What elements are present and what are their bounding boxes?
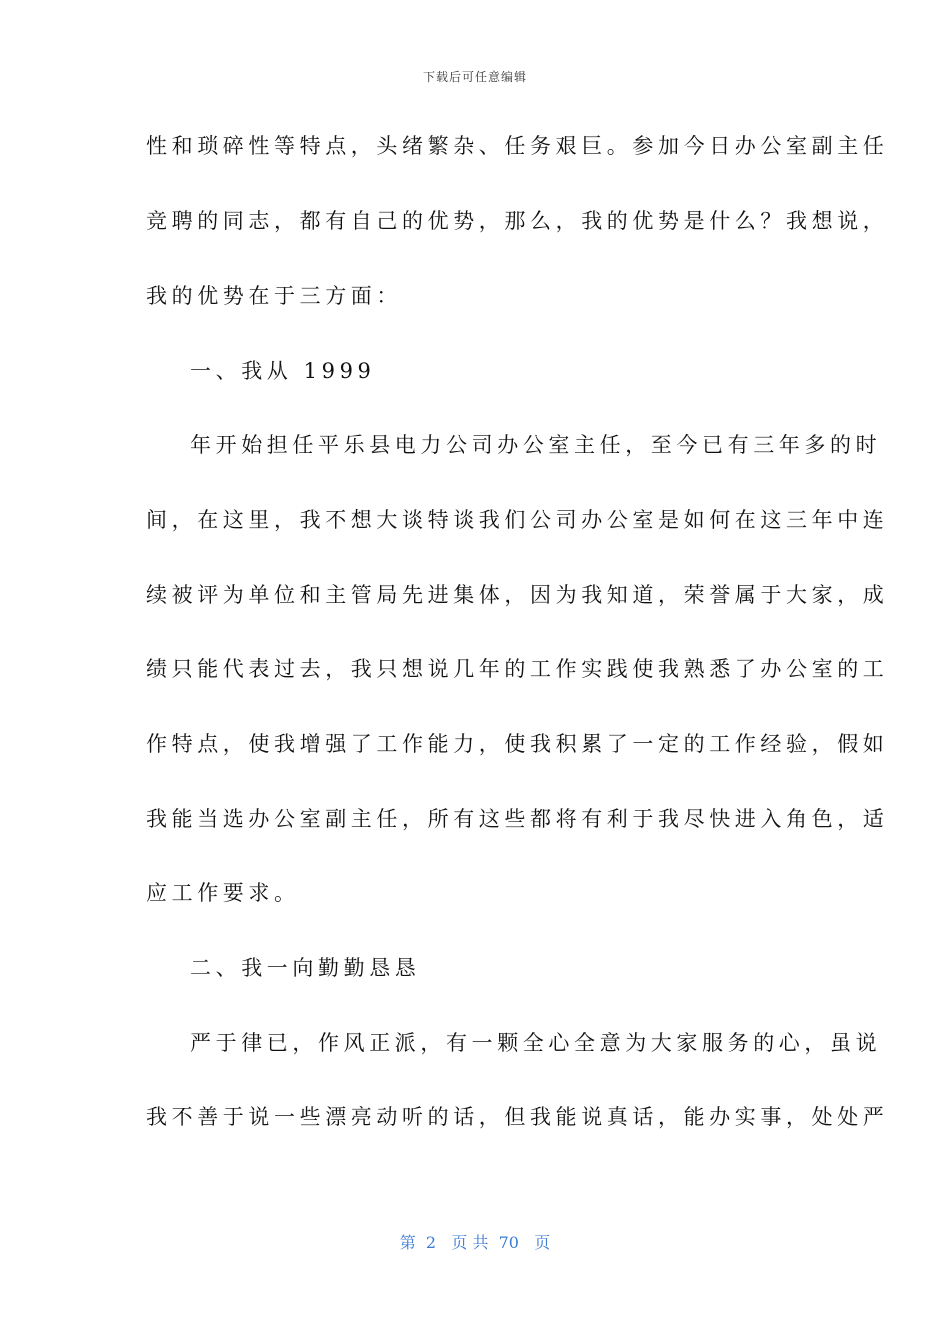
paragraph-line: 我能当选办公室副主任，所有这些都将有利于我尽快进入角色，适 xyxy=(146,807,889,831)
paragraph-line: 年开始担任平乐县电力公司办公室主任，至今已有三年多的时 xyxy=(190,433,882,457)
paragraph-line: 作特点，使我增强了工作能力，使我积累了一定的工作经验，假如 xyxy=(146,732,889,756)
page-header: 下载后可任意编辑 xyxy=(422,70,527,84)
paragraph-line: 绩只能代表过去，我只想说几年的工作实践使我熟悉了办公室的工 xyxy=(146,657,889,681)
page-number-footer: 第 2 页 共 70 页 xyxy=(399,1233,551,1252)
section-heading-2: 二、我一向勤勤恳恳 xyxy=(190,956,421,980)
paragraph-line: 性和琐碎性等特点，头绪繁杂、任务艰巨。参加今日办公室副主任 xyxy=(146,134,889,158)
paragraph-line: 严于律已，作风正派，有一颗全心全意为大家服务的心，虽说 xyxy=(190,1031,882,1055)
paragraph-line: 续被评为单位和主管局先进集体，因为我知道，荣誉属于大家，成 xyxy=(146,583,889,607)
paragraph-line: 我不善于说一些漂亮动听的话，但我能说真话，能办实事，处处严 xyxy=(146,1105,889,1129)
section-heading-1: 一、我从 1999 xyxy=(190,359,376,383)
paragraph-line: 应工作要求。 xyxy=(146,881,300,905)
paragraph-line: 我的优势在于三方面： xyxy=(146,284,402,308)
paragraph-line: 间，在这里，我不想大谈特谈我们公司办公室是如何在这三年中连 xyxy=(146,508,889,532)
paragraph-line: 竞聘的同志，都有自己的优势，那么，我的优势是什么？我想说， xyxy=(146,209,889,233)
